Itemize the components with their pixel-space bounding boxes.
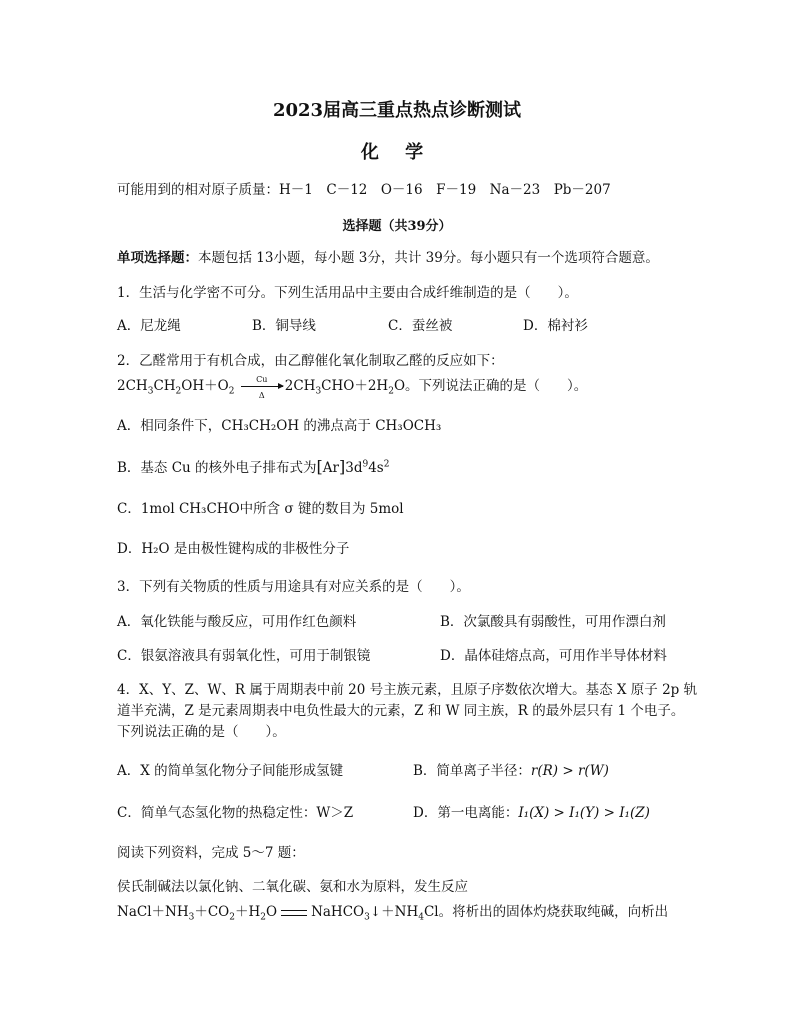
reading-equation-line: $NaCl+NH_3+CO_2+H_2O$ $NaHCO_3↓+NH_4Cl$。将析出的固体灼烧获取纯碱，向析出	[117, 904, 669, 923]
q4-option-b-expr: r(R) > r(W)	[530, 763, 609, 779]
q4-option-d-prefix: D．第一电离能：	[413, 805, 519, 821]
reaction-arrow-icon	[241, 375, 283, 400]
heat-label: Δ	[258, 391, 265, 400]
reading-paragraph-1: 侯氏制碱法以氯化钠、二氧化碳、氨和水为原料，发生反应	[117, 879, 468, 895]
q2-option-a: A．相同条件下，CH₃CH₂OH 的沸点高于 CH₃OCH₃	[117, 418, 442, 434]
q1-option-a: A．尼龙绳	[117, 318, 181, 334]
q3-option-b: B．次氯酸具有弱酸性，可用作漂白剂	[440, 614, 666, 630]
q2-equation: $2CH_3CH_2OH+O_2$ $\frac{Cu}{\Delta}$ $2CH_3CHO+2H_2O$。下列说法正确的是（ ）。	[117, 375, 588, 400]
q2-option-b-prefix: B．基态 Cu 的核外电子排布式为	[117, 460, 317, 476]
catalyst-label: Cu	[256, 375, 268, 384]
q4-option-d-expr: I₁(X) > I₁(Y) > I₁(Z)	[518, 805, 650, 821]
q3-option-c: C．银氨溶液具有弱氧化性，可用于制银镜	[117, 648, 371, 664]
exam-title: 2023届高三重点热点诊断测试	[272, 100, 522, 121]
q2-eq-tail: 。下列说法正确的是（ ）。	[405, 378, 588, 394]
section-intro-text: 本题包括 13小题，每小题 3分，共计 39分。每小题只有一个选项符合题意。	[198, 250, 659, 266]
q1-option-c: C．蚕丝被	[388, 318, 453, 334]
q3-stem: 3．下列有关物质的性质与用途具有对应关系的是（ ）。	[117, 579, 470, 595]
equals-sign-icon	[281, 910, 307, 916]
atomic-masses-line	[117, 180, 611, 200]
atomic-masses-label: 可能用到的相对原子质量：	[117, 182, 279, 198]
q4-stem-line3: 下列说法正确的是（ ）。	[117, 724, 286, 740]
q4-option-c: C．简单气态氢化物的热稳定性：W＞Z	[117, 805, 354, 821]
section-intro	[117, 248, 659, 268]
q1-stem: 1．生活与化学密不可分。下列生活用品中主要由合成纤维制造的是（ ）。	[117, 285, 578, 301]
section-intro-label: 单项选择题：	[117, 250, 198, 266]
q1-option-d: D．棉衬衫	[523, 318, 588, 334]
reading-paragraph-2-tail: 。将析出的固体灼烧获取纯碱，向析出	[438, 904, 669, 920]
q4-option-d	[413, 803, 650, 823]
section-title: 选择题（共39分）	[342, 219, 452, 234]
subject-title: 化 学	[360, 142, 434, 163]
q2-option-c: C．1mol CH₃CHO中所含 σ 键的数目为 5mol	[117, 501, 404, 517]
q2-eq-left: 2CH	[117, 378, 148, 394]
q4-option-a: A．X 的简单氢化物分子间能形成氢键	[117, 763, 344, 779]
q4-stem-line1: 4．X、Y、Z、W、R 属于周期表中前 20 号主族元素，且原子序数依次增大。基态 X 原子 2p 轨	[117, 682, 698, 698]
reading-intro: 阅读下列资料，完成 5～7 题：	[117, 845, 305, 861]
q4-option-b-prefix: B．简单离子半径：	[413, 763, 531, 779]
atomic-masses-values: H－1 C－12 O－16 F－19 Na－23 Pb－207	[279, 182, 611, 198]
q2-stem: 2．乙醛常用于有机合成，由乙醇催化氧化制取乙醛的反应如下：	[117, 353, 504, 369]
q3-option-d: D．晶体硅熔点高，可用作半导体材料	[440, 648, 667, 664]
q2-option-b: B．基态 Cu 的核外电子排布式为$[Ar]3d^94s^2$	[117, 457, 390, 476]
q2-option-d: D．H₂O 是由极性键构成的非极性分子	[117, 541, 350, 557]
q4-option-b	[413, 761, 609, 781]
q1-option-b: B．铜导线	[252, 318, 316, 334]
q4-stem-line2: 道半充满，Z 是元素周期表中电负性最大的元素，Z 和 W 同主族，R 的最外层只有 1 个电子。	[117, 703, 685, 719]
q3-option-a: A．氧化铁能与酸反应，可用作红色颜料	[117, 614, 357, 630]
